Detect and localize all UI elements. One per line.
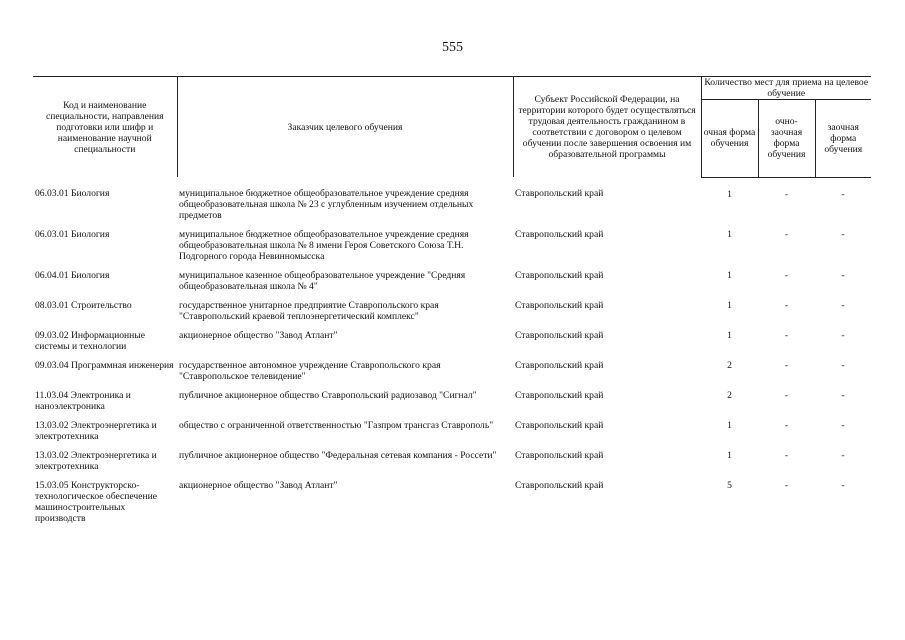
row-part-time: - [784,270,789,281]
table-row [33,480,871,532]
table-row [33,360,871,390]
row-code: 13.03.02 Электроэнергетика и электротехника [35,450,157,472]
row-full-time: 5 [727,480,732,491]
row-full-time: 1 [727,420,732,431]
row-code: 06.03.01 Биология [35,229,110,240]
row-extramural: - [841,330,845,341]
row-customer: акционерное общество "Завод Атлант" [179,330,338,341]
row-region: Ставропольский край [515,188,604,199]
row-full-time: 1 [727,270,732,281]
data-table [33,76,871,532]
page-number: 555 [442,40,463,55]
row-part-time: - [784,300,789,311]
row-extramural: - [841,270,845,281]
row-code: 11.03.04 Электроника и наноэлектроника [35,390,131,412]
row-customer: публичное акционерное общество "Федеральная сетевая компания - Россети" [179,450,497,461]
row-customer: муниципальное казенное общеобразовательное учреждение "Средняя общеобразовательная школа № 4" [179,270,466,292]
header-customer: Заказчик целевого обучения [177,77,513,178]
row-full-time: 1 [727,229,732,240]
row-extramural: - [841,229,845,240]
row-code: 13.03.02 Электроэнергетика и электротехника [35,420,157,442]
row-customer: государственное автономное учреждение Ставропольского края "Ставропольское телевидение" [179,360,441,382]
row-code: 09.03.04 Программная инженерия [35,360,174,371]
row-part-time: - [784,188,789,200]
header-part-time: очно-заочная форма обучения [758,100,815,177]
row-region: Ставропольский край [515,360,604,371]
row-part-time: - [784,330,789,341]
row-full-time: 1 [727,330,732,341]
row-code: 15.03.05 Конструкторско-технологическое обеспечение машиностроительных производств [35,480,157,524]
row-extramural: - [841,450,845,461]
row-full-time: 2 [727,390,732,401]
row-code: 08.03.01 Строительство [35,300,132,311]
row-customer: муниципальное бюджетное общеобразовательное учреждение средняя общеобразовательная школа № 23 с углубленным изучением отдельных предметов [179,188,474,221]
row-customer: акционерное общество "Завод Атлант" [179,480,338,491]
table-row [33,300,871,330]
row-customer: публичное акционерное общество Ставропольский радиозавод "Сигнал" [179,390,477,401]
header-places: Количество мест для приема на целевое обучение [701,77,871,100]
row-full-time: 1 [727,300,732,311]
row-full-time: 1 [727,188,732,200]
admission-quota-table [33,76,871,532]
row-customer: муниципальное бюджетное общеобразовательное учреждение средняя общеобразовательная школа № 8 имени Героя Советского Союза Т.Н. Подгорного города Невинномысска [179,229,469,262]
row-part-time: - [784,229,789,240]
row-code: 09.03.02 Информационные системы и технологии [35,330,146,352]
row-code: 06.04.01 Биология [35,270,110,281]
row-region: Ставропольский край [515,270,604,281]
row-region: Ставропольский край [515,420,604,431]
row-full-time: 2 [727,360,732,371]
table-row [33,229,871,270]
row-customer: общество с ограниченной ответственностью "Газпром трансгаз Ставрополь" [179,420,494,431]
row-region: Ставропольский край [515,480,604,491]
table-row [33,177,871,229]
row-full-time: 1 [727,450,732,461]
row-region: Ставропольский край [515,390,604,401]
row-region: Ставропольский край [515,229,604,240]
row-part-time: - [784,480,789,491]
row-code: 06.03.01 Биология [35,188,110,199]
row-extramural: - [841,480,845,491]
header-full-time: очная форма обучения [701,100,758,177]
row-region: Ставропольский край [515,450,604,461]
table-row [33,450,871,480]
row-extramural: - [841,300,845,311]
row-extramural: - [841,420,845,431]
table-row [33,420,871,450]
row-extramural: - [841,390,845,401]
row-extramural: - [841,188,845,200]
row-region: Ставропольский край [515,330,604,341]
header-region: Субъект Российской Федерации, на территории которого будет осуществляться трудовая деятельность гражданином в соответствии с договором о целевом обучении после завершения освоения им образовательной программы [513,77,701,178]
row-part-time: - [784,450,789,461]
table-row [33,330,871,360]
row-part-time: - [784,360,789,371]
table-row [33,270,871,300]
row-customer: государственное унитарное предприятие Ставропольского края "Ставропольский краевой теплоэнергетический комплекс" [179,300,439,322]
table-row [33,390,871,420]
header-code: Код и наименование специальности, направления подготовки или шифр и наименование научной специальности [33,77,177,178]
row-extramural: - [841,360,845,371]
row-part-time: - [784,420,789,431]
row-part-time: - [784,390,789,401]
header-extramural: заочная форма обучения [815,100,871,177]
row-region: Ставропольский край [515,300,604,311]
